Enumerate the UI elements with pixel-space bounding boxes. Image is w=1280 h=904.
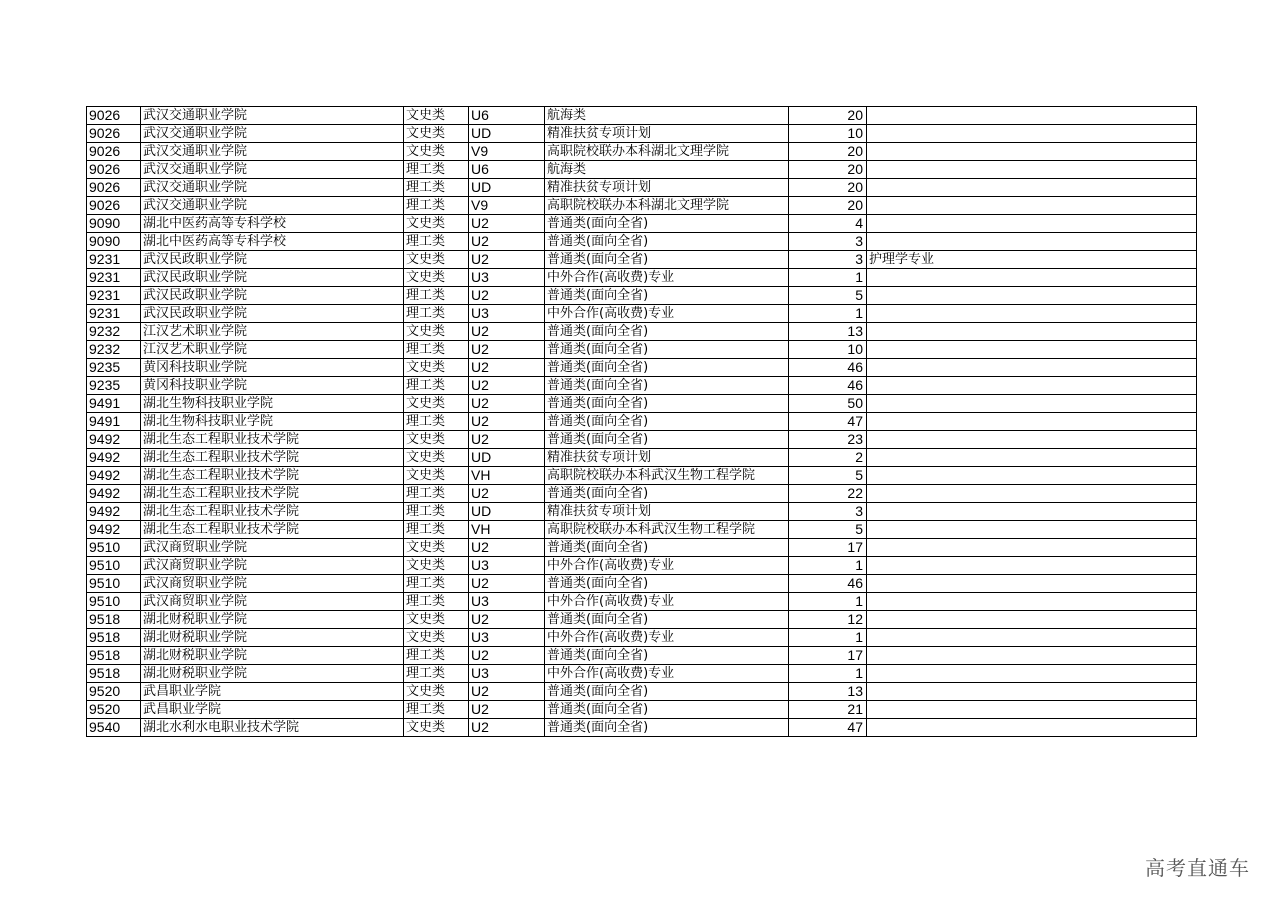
remark-cell [867,413,1197,431]
remark-cell [867,467,1197,485]
school-name-cell: 湖北生态工程职业技术学院 [141,431,404,449]
school-name-cell: 黄冈科技职业学院 [141,377,404,395]
table-row [87,125,1197,143]
subject-type-cell: 理工类 [404,413,469,431]
subject-type-cell: 文史类 [404,395,469,413]
table-row [87,251,1197,269]
plan-category-cell: 中外合作(高收费)专业 [545,269,789,287]
school-name-cell: 湖北财税职业学院 [141,665,404,683]
subject-type-cell: 文史类 [404,431,469,449]
plan-category-cell: 精准扶贫专项计划 [545,449,789,467]
group-code-cell: V9 [469,197,545,215]
school-code-cell: 9492 [87,521,141,539]
table-row [87,197,1197,215]
subject-type-cell: 文史类 [404,107,469,125]
watermark-text: 高考直通车 [1145,856,1250,880]
school-name-cell: 湖北生态工程职业技术学院 [141,449,404,467]
subject-type-cell: 理工类 [404,377,469,395]
remark-cell [867,395,1197,413]
table-row [87,215,1197,233]
enrollment-count-cell: 12 [789,611,867,629]
table-row [87,683,1197,701]
group-code-cell: U2 [469,251,545,269]
remark-cell [867,719,1197,737]
school-code-cell: 9540 [87,719,141,737]
plan-category-cell: 普通类(面向全省) [545,323,789,341]
school-name-cell: 湖北生态工程职业技术学院 [141,485,404,503]
school-name-cell: 湖北财税职业学院 [141,629,404,647]
plan-category-cell: 高职院校联办本科湖北文理学院 [545,197,789,215]
remark-cell [867,575,1197,593]
school-name-cell: 武汉商贸职业学院 [141,539,404,557]
school-code-cell: 9026 [87,143,141,161]
plan-category-cell: 普通类(面向全省) [545,431,789,449]
table-row [87,269,1197,287]
remark-cell [867,629,1197,647]
enrollment-count-cell: 17 [789,647,867,665]
remark-cell [867,683,1197,701]
subject-type-cell: 理工类 [404,287,469,305]
subject-type-cell: 文史类 [404,215,469,233]
enrollment-count-cell: 1 [789,557,867,575]
table-row [87,323,1197,341]
group-code-cell: U2 [469,485,545,503]
group-code-cell: U2 [469,539,545,557]
plan-category-cell: 普通类(面向全省) [545,719,789,737]
remark-cell [867,161,1197,179]
school-name-cell: 湖北生态工程职业技术学院 [141,521,404,539]
plan-category-cell: 中外合作(高收费)专业 [545,665,789,683]
enrollment-count-cell: 20 [789,143,867,161]
group-code-cell: U3 [469,629,545,647]
subject-type-cell: 理工类 [404,665,469,683]
enrollment-count-cell: 47 [789,719,867,737]
school-code-cell: 9518 [87,647,141,665]
remark-cell [867,125,1197,143]
subject-type-cell: 理工类 [404,593,469,611]
table-row [87,467,1197,485]
group-code-cell: U3 [469,557,545,575]
group-code-cell: U6 [469,107,545,125]
group-code-cell: UD [469,503,545,521]
remark-cell [867,611,1197,629]
remark-cell [867,197,1197,215]
school-code-cell: 9231 [87,251,141,269]
remark-cell [867,647,1197,665]
table-row [87,287,1197,305]
subject-type-cell: 理工类 [404,161,469,179]
school-code-cell: 9026 [87,197,141,215]
plan-category-cell: 普通类(面向全省) [545,647,789,665]
school-code-cell: 9518 [87,611,141,629]
school-code-cell: 9510 [87,593,141,611]
remark-cell [867,107,1197,125]
school-name-cell: 黄冈科技职业学院 [141,359,404,377]
remark-cell [867,305,1197,323]
enrollment-count-cell: 20 [789,179,867,197]
school-code-cell: 9090 [87,233,141,251]
plan-category-cell: 普通类(面向全省) [545,359,789,377]
plan-category-cell: 中外合作(高收费)专业 [545,629,789,647]
school-code-cell: 9026 [87,161,141,179]
school-name-cell: 武昌职业学院 [141,701,404,719]
school-name-cell: 湖北财税职业学院 [141,611,404,629]
plan-category-cell: 普通类(面向全省) [545,251,789,269]
enrollment-count-cell: 5 [789,521,867,539]
group-code-cell: U2 [469,611,545,629]
table-row [87,395,1197,413]
remark-cell [867,233,1197,251]
plan-category-cell: 普通类(面向全省) [545,215,789,233]
table-row [87,179,1197,197]
group-code-cell: U3 [469,305,545,323]
remark-cell [867,323,1197,341]
plan-category-cell: 中外合作(高收费)专业 [545,557,789,575]
school-name-cell: 湖北生物科技职业学院 [141,413,404,431]
table-row [87,503,1197,521]
group-code-cell: UD [469,179,545,197]
school-code-cell: 9232 [87,341,141,359]
subject-type-cell: 文史类 [404,611,469,629]
plan-category-cell: 精准扶贫专项计划 [545,179,789,197]
remark-cell [867,665,1197,683]
enrollment-count-cell: 46 [789,377,867,395]
remark-cell [867,701,1197,719]
remark-cell: 护理学专业 [867,251,1197,269]
plan-category-cell: 精准扶贫专项计划 [545,503,789,521]
school-code-cell: 9520 [87,683,141,701]
subject-type-cell: 文史类 [404,323,469,341]
table-row [87,377,1197,395]
enrollment-count-cell: 46 [789,359,867,377]
enrollment-count-cell: 46 [789,575,867,593]
subject-type-cell: 理工类 [404,701,469,719]
remark-cell [867,593,1197,611]
enrollment-count-cell: 3 [789,251,867,269]
enrollment-count-cell: 20 [789,161,867,179]
subject-type-cell: 文史类 [404,143,469,161]
school-name-cell: 武汉民政职业学院 [141,305,404,323]
table-row [87,413,1197,431]
school-name-cell: 武汉商贸职业学院 [141,593,404,611]
table-row [87,665,1197,683]
group-code-cell: UD [469,449,545,467]
subject-type-cell: 理工类 [404,233,469,251]
plan-category-cell: 普通类(面向全省) [545,233,789,251]
plan-category-cell: 中外合作(高收费)专业 [545,593,789,611]
remark-cell [867,431,1197,449]
remark-cell [867,503,1197,521]
remark-cell [867,521,1197,539]
enrollment-count-cell: 5 [789,287,867,305]
group-code-cell: U2 [469,215,545,233]
school-code-cell: 9235 [87,377,141,395]
table-row [87,719,1197,737]
subject-type-cell: 文史类 [404,467,469,485]
plan-category-cell: 普通类(面向全省) [545,377,789,395]
enrollment-count-cell: 1 [789,629,867,647]
enrollment-count-cell: 22 [789,485,867,503]
plan-category-cell: 精准扶贫专项计划 [545,125,789,143]
remark-cell [867,287,1197,305]
school-code-cell: 9492 [87,485,141,503]
school-name-cell: 武汉交通职业学院 [141,197,404,215]
group-code-cell: U6 [469,161,545,179]
school-code-cell: 9231 [87,287,141,305]
remark-cell [867,557,1197,575]
school-code-cell: 9510 [87,539,141,557]
remark-cell [867,215,1197,233]
subject-type-cell: 文史类 [404,251,469,269]
school-name-cell: 武汉民政职业学院 [141,287,404,305]
school-name-cell: 武汉交通职业学院 [141,143,404,161]
school-name-cell: 江汉艺术职业学院 [141,323,404,341]
enrollment-count-cell: 13 [789,323,867,341]
enrollment-count-cell: 50 [789,395,867,413]
enrollment-count-cell: 2 [789,449,867,467]
group-code-cell: U2 [469,647,545,665]
group-code-cell: VH [469,521,545,539]
group-code-cell: VH [469,467,545,485]
group-code-cell: U2 [469,701,545,719]
enrollment-count-cell: 47 [789,413,867,431]
enrollment-count-cell: 20 [789,107,867,125]
school-code-cell: 9492 [87,503,141,521]
table-row [87,359,1197,377]
plan-category-cell: 普通类(面向全省) [545,539,789,557]
school-code-cell: 9231 [87,269,141,287]
remark-cell [867,359,1197,377]
group-code-cell: U2 [469,395,545,413]
subject-type-cell: 理工类 [404,305,469,323]
group-code-cell: U2 [469,413,545,431]
group-code-cell: U3 [469,665,545,683]
group-code-cell: U2 [469,683,545,701]
subject-type-cell: 理工类 [404,521,469,539]
table-row [87,593,1197,611]
plan-category-cell: 普通类(面向全省) [545,395,789,413]
plan-category-cell: 高职院校联办本科武汉生物工程学院 [545,467,789,485]
school-name-cell: 武汉交通职业学院 [141,179,404,197]
subject-type-cell: 文史类 [404,449,469,467]
enrollment-count-cell: 20 [789,197,867,215]
table-row [87,701,1197,719]
enrollment-count-cell: 10 [789,125,867,143]
school-code-cell: 9491 [87,413,141,431]
school-name-cell: 湖北中医药高等专科学校 [141,215,404,233]
school-code-cell: 9492 [87,467,141,485]
subject-type-cell: 文史类 [404,629,469,647]
school-name-cell: 武汉民政职业学院 [141,251,404,269]
school-code-cell: 9026 [87,125,141,143]
school-name-cell: 武汉商贸职业学院 [141,575,404,593]
table-row [87,539,1197,557]
table-row [87,557,1197,575]
school-name-cell: 武汉交通职业学院 [141,161,404,179]
group-code-cell: U2 [469,233,545,251]
admissions-table [86,106,1197,737]
remark-cell [867,269,1197,287]
plan-category-cell: 中外合作(高收费)专业 [545,305,789,323]
school-code-cell: 9510 [87,575,141,593]
table-row [87,305,1197,323]
school-name-cell: 武汉交通职业学院 [141,125,404,143]
table-row [87,449,1197,467]
subject-type-cell: 文史类 [404,683,469,701]
subject-type-cell: 理工类 [404,485,469,503]
group-code-cell: U2 [469,323,545,341]
enrollment-count-cell: 1 [789,305,867,323]
group-code-cell: U2 [469,575,545,593]
school-code-cell: 9518 [87,629,141,647]
group-code-cell: U3 [469,593,545,611]
table-row [87,341,1197,359]
school-name-cell: 武汉交通职业学院 [141,107,404,125]
plan-category-cell: 普通类(面向全省) [545,683,789,701]
group-code-cell: U2 [469,431,545,449]
enrollment-count-cell: 1 [789,665,867,683]
enrollment-count-cell: 21 [789,701,867,719]
remark-cell [867,485,1197,503]
school-code-cell: 9491 [87,395,141,413]
school-code-cell: 9235 [87,359,141,377]
table-row [87,233,1197,251]
enrollment-count-cell: 3 [789,503,867,521]
plan-category-cell: 普通类(面向全省) [545,611,789,629]
group-code-cell: UD [469,125,545,143]
subject-type-cell: 文史类 [404,719,469,737]
table-body [87,107,1197,737]
table-row [87,647,1197,665]
remark-cell [867,143,1197,161]
school-code-cell: 9026 [87,179,141,197]
remark-cell [867,179,1197,197]
group-code-cell: U2 [469,359,545,377]
school-name-cell: 武汉商贸职业学院 [141,557,404,575]
group-code-cell: U2 [469,719,545,737]
table-row [87,611,1197,629]
school-code-cell: 9518 [87,665,141,683]
school-name-cell: 武昌职业学院 [141,683,404,701]
table-row [87,521,1197,539]
school-name-cell: 湖北财税职业学院 [141,647,404,665]
school-name-cell: 湖北中医药高等专科学校 [141,233,404,251]
plan-category-cell: 普通类(面向全省) [545,341,789,359]
table-row [87,107,1197,125]
subject-type-cell: 理工类 [404,197,469,215]
plan-category-cell: 航海类 [545,107,789,125]
plan-category-cell: 高职院校联办本科武汉生物工程学院 [545,521,789,539]
school-code-cell: 9492 [87,449,141,467]
school-name-cell: 湖北生物科技职业学院 [141,395,404,413]
school-name-cell: 湖北水利水电职业技术学院 [141,719,404,737]
school-name-cell: 湖北生态工程职业技术学院 [141,503,404,521]
school-code-cell: 9026 [87,107,141,125]
school-code-cell: 9492 [87,431,141,449]
subject-type-cell: 文史类 [404,269,469,287]
plan-category-cell: 普通类(面向全省) [545,485,789,503]
subject-type-cell: 理工类 [404,179,469,197]
subject-type-cell: 文史类 [404,539,469,557]
subject-type-cell: 理工类 [404,647,469,665]
group-code-cell: U2 [469,341,545,359]
group-code-cell: V9 [469,143,545,161]
enrollment-count-cell: 13 [789,683,867,701]
subject-type-cell: 文史类 [404,125,469,143]
school-code-cell: 9520 [87,701,141,719]
subject-type-cell: 理工类 [404,575,469,593]
enrollment-count-cell: 17 [789,539,867,557]
plan-category-cell: 普通类(面向全省) [545,701,789,719]
table-row [87,485,1197,503]
plan-category-cell: 航海类 [545,161,789,179]
remark-cell [867,539,1197,557]
group-code-cell: U2 [469,377,545,395]
enrollment-count-cell: 1 [789,593,867,611]
school-name-cell: 江汉艺术职业学院 [141,341,404,359]
school-name-cell: 武汉民政职业学院 [141,269,404,287]
plan-category-cell: 普通类(面向全省) [545,413,789,431]
school-code-cell: 9231 [87,305,141,323]
school-code-cell: 9510 [87,557,141,575]
enrollment-count-cell: 10 [789,341,867,359]
enrollment-count-cell: 5 [789,467,867,485]
subject-type-cell: 理工类 [404,341,469,359]
school-code-cell: 9232 [87,323,141,341]
remark-cell [867,449,1197,467]
school-name-cell: 湖北生态工程职业技术学院 [141,467,404,485]
group-code-cell: U2 [469,287,545,305]
table-row [87,143,1197,161]
subject-type-cell: 文史类 [404,359,469,377]
school-code-cell: 9090 [87,215,141,233]
group-code-cell: U3 [469,269,545,287]
table-row [87,431,1197,449]
table-row [87,629,1197,647]
subject-type-cell: 理工类 [404,503,469,521]
table-row [87,161,1197,179]
remark-cell [867,377,1197,395]
enrollment-count-cell: 1 [789,269,867,287]
subject-type-cell: 文史类 [404,557,469,575]
plan-category-cell: 普通类(面向全省) [545,287,789,305]
plan-category-cell: 高职院校联办本科湖北文理学院 [545,143,789,161]
plan-category-cell: 普通类(面向全省) [545,575,789,593]
enrollment-count-cell: 4 [789,215,867,233]
table-row [87,575,1197,593]
remark-cell [867,341,1197,359]
enrollment-count-cell: 3 [789,233,867,251]
enrollment-count-cell: 23 [789,431,867,449]
